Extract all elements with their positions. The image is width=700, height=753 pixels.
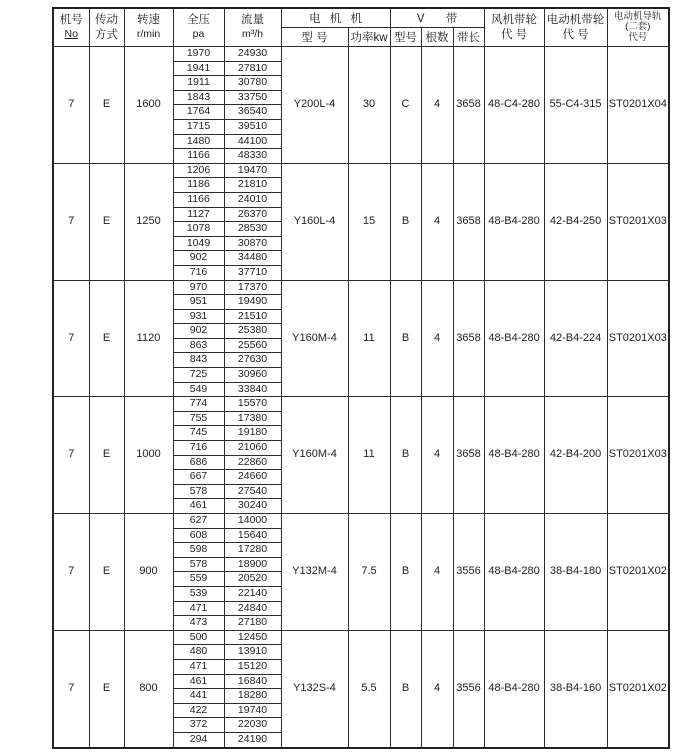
pressure-cell: 461 [173,674,224,689]
drive-cell: E [89,280,124,397]
col-header-vbelt-model: 型号 [390,28,421,47]
motor-pulley-cell: 38-B4-160 [544,630,607,747]
flow-cell: 16840 [224,674,281,689]
flow-cell: 14000 [224,514,281,529]
pressure-cell: 539 [173,586,224,601]
speed-cell: 900 [124,514,173,631]
flow-cell: 30240 [224,499,281,514]
belt-count-cell: 4 [421,163,453,280]
flow-cell: 27180 [224,616,281,631]
motor-rail-label-line2: (二套) [625,21,651,33]
col-group-motor: 电 机 机 [281,8,390,28]
flow-cell: 19490 [224,295,281,310]
machine-no-label-en: No [64,28,78,41]
pressure-cell: 843 [173,353,224,368]
flow-cell: 30960 [224,368,281,383]
belt-model-cell: C [390,47,421,164]
pressure-cell: 1127 [173,207,224,222]
flow-cell: 22030 [224,718,281,733]
pressure-cell: 1843 [173,90,224,105]
pressure-cell: 1166 [173,192,224,207]
fan-pulley-label-line1: 风机带轮 [491,13,538,26]
belt-model-cell: B [390,397,421,514]
motor-model-cell: Y132M-4 [281,514,348,631]
pressure-cell: 902 [173,251,224,266]
fan-pulley-label-line2: 代 号 [500,28,528,41]
flow-cell: 19740 [224,703,281,718]
belt-count-cell: 4 [421,514,453,631]
table-body [53,47,669,748]
belt-count-cell: 4 [421,397,453,514]
pressure-cell: 745 [173,426,224,441]
flow-cell: 24660 [224,470,281,485]
pressure-cell: 902 [173,324,224,339]
spec-row [53,280,669,295]
machine-no-cell: 7 [53,397,89,514]
flow-cell: 21510 [224,309,281,324]
pressure-cell: 951 [173,295,224,310]
flow-cell: 24930 [224,47,281,62]
pressure-cell: 1078 [173,222,224,237]
fan-pulley-cell: 48-B4-280 [484,280,544,397]
flow-unit: m³/h [242,28,263,41]
flow-cell: 20520 [224,572,281,587]
pressure-unit: pa [192,28,205,41]
pressure-cell: 1186 [173,178,224,193]
pressure-cell: 716 [173,441,224,456]
fan-pulley-cell: 48-B4-280 [484,397,544,514]
flow-cell: 24010 [224,192,281,207]
power-cell: 15 [348,163,390,280]
pressure-cell: 1941 [173,61,224,76]
drive-cell: E [89,47,124,164]
pressure-cell: 461 [173,499,224,514]
machine-no-cell: 7 [53,163,89,280]
col-header-pressure [173,8,224,47]
drive-cell: E [89,514,124,631]
col-header-flow [224,8,281,47]
speed-cell: 1120 [124,280,173,397]
col-header-motor-rail [607,8,669,47]
pressure-cell: 627 [173,514,224,529]
flow-cell: 15120 [224,659,281,674]
col-header-vbelt-count: 根数 [421,28,453,47]
flow-cell: 48330 [224,149,281,164]
flow-cell: 15640 [224,528,281,543]
flow-cell: 27630 [224,353,281,368]
motor-pulley-cell: 42-B4-224 [544,280,607,397]
drive-cell: E [89,630,124,747]
motor-pulley-cell: 38-B4-180 [544,514,607,631]
motor-model-cell: Y200L-4 [281,47,348,164]
flow-cell: 18900 [224,557,281,572]
drive-label-line2: 方式 [95,28,118,41]
speed-cell: 1600 [124,47,173,164]
flow-cell: 17370 [224,280,281,295]
flow-cell: 17280 [224,543,281,558]
rail-cell: ST0201X02 [607,630,669,747]
drive-cell: E [89,163,124,280]
pressure-cell: 1764 [173,105,224,120]
col-header-speed [124,8,173,47]
pressure-cell: 500 [173,630,224,645]
power-cell: 30 [348,47,390,164]
pressure-cell: 1911 [173,76,224,91]
belt-model-cell: B [390,514,421,631]
belt-length-cell: 3556 [453,630,484,747]
pressure-cell: 441 [173,689,224,704]
motor-model-cell: Y160L-4 [281,163,348,280]
pressure-cell: 716 [173,265,224,280]
flow-cell: 33750 [224,90,281,105]
flow-cell: 17380 [224,411,281,426]
machine-no-cell: 7 [53,514,89,631]
belt-model-cell: B [390,163,421,280]
col-header-machine-no [53,8,89,47]
table-header [53,8,669,47]
motor-model-cell: Y160M-4 [281,280,348,397]
motor-pulley-cell: 42-B4-200 [544,397,607,514]
belt-length-cell: 3556 [453,514,484,631]
col-header-fan-pulley [484,8,544,47]
col-group-vbelt: V 带 [390,8,484,28]
pressure-label-cn: 全压 [187,14,210,27]
pressure-cell: 1480 [173,134,224,149]
spec-row [53,514,669,529]
pressure-cell: 559 [173,572,224,587]
flow-cell: 30870 [224,236,281,251]
flow-cell: 27540 [224,484,281,499]
header-row-1 [53,8,669,28]
speed-cell: 1250 [124,163,173,280]
col-header-motor-power: 功率kw [348,28,390,47]
pressure-cell: 578 [173,484,224,499]
rail-cell: ST0201X03 [607,280,669,397]
pressure-cell: 473 [173,616,224,631]
belt-length-cell: 3658 [453,47,484,164]
drive-cell: E [89,397,124,514]
flow-cell: 19470 [224,163,281,178]
machine-no-cell: 7 [53,47,89,164]
flow-cell: 44100 [224,134,281,149]
machine-no-label-cn: 机号 [59,14,83,27]
flow-cell: 15570 [224,397,281,412]
belt-model-cell: B [390,280,421,397]
pressure-cell: 931 [173,309,224,324]
power-cell: 11 [348,280,390,397]
spec-row [53,397,669,412]
motor-rail-label-line3: 代号 [628,31,648,43]
fan-pulley-cell: 48-B4-280 [484,630,544,747]
flow-cell: 19180 [224,426,281,441]
flow-cell: 21810 [224,178,281,193]
rail-cell: ST0201X03 [607,163,669,280]
flow-cell: 25380 [224,324,281,339]
pressure-cell: 774 [173,397,224,412]
pressure-cell: 422 [173,703,224,718]
motor-pulley-cell: 42-B4-250 [544,163,607,280]
flow-cell: 22140 [224,586,281,601]
flow-cell: 30780 [224,76,281,91]
pressure-cell: 549 [173,382,224,397]
flow-cell: 24190 [224,732,281,747]
motor-pulley-cell: 55-C4-315 [544,47,607,164]
pressure-cell: 970 [173,280,224,295]
flow-cell: 37710 [224,265,281,280]
rail-cell: ST0201X03 [607,397,669,514]
belt-length-cell: 3658 [453,163,484,280]
spec-row [53,47,669,62]
belt-length-cell: 3658 [453,280,484,397]
motor-rail-label-line1: 电动机导轨 [614,11,662,23]
drive-label-line1: 传动 [95,13,118,26]
pressure-cell: 578 [173,557,224,572]
flow-cell: 22860 [224,455,281,470]
pressure-cell: 686 [173,455,224,470]
power-cell: 5.5 [348,630,390,747]
pressure-cell: 1715 [173,119,224,134]
flow-cell: 12450 [224,630,281,645]
pressure-cell: 608 [173,528,224,543]
col-header-motor-model: 型 号 [281,28,348,47]
belt-model-cell: B [390,630,421,747]
flow-cell: 39510 [224,119,281,134]
fan-pulley-cell: 48-C4-280 [484,47,544,164]
machine-no-cell: 7 [53,630,89,747]
flow-cell: 13910 [224,645,281,660]
flow-label-cn: 流量 [241,14,264,27]
flow-cell: 24840 [224,601,281,616]
belt-count-cell: 4 [421,47,453,164]
machine-no-cell: 7 [53,280,89,397]
pressure-cell: 471 [173,601,224,616]
pressure-cell: 1206 [173,163,224,178]
flow-cell: 34480 [224,251,281,266]
pressure-cell: 1049 [173,236,224,251]
flow-cell: 26370 [224,207,281,222]
pressure-cell: 667 [173,470,224,485]
pressure-cell: 480 [173,645,224,660]
fan-pulley-cell: 48-B4-280 [484,514,544,631]
motor-model-cell: Y160M-4 [281,397,348,514]
pressure-cell: 1166 [173,149,224,164]
pressure-cell: 372 [173,718,224,733]
power-cell: 7.5 [348,514,390,631]
belt-count-cell: 4 [421,280,453,397]
belt-count-cell: 4 [421,630,453,747]
flow-cell: 25560 [224,338,281,353]
spec-row [53,163,669,178]
flow-cell: 28530 [224,222,281,237]
motor-pulley-label-line2: 代 号 [562,28,589,41]
pressure-cell: 598 [173,543,224,558]
pressure-cell: 725 [173,368,224,383]
motor-model-cell: Y132S-4 [281,630,348,747]
speed-unit: r/min [136,28,161,41]
motor-pulley-label-line1: 电动机带轮 [546,13,605,26]
pressure-cell: 1970 [173,47,224,62]
speed-cell: 1000 [124,397,173,514]
belt-length-cell: 3658 [453,397,484,514]
fan-spec-table [52,7,670,749]
pressure-cell: 471 [173,659,224,674]
flow-cell: 27810 [224,61,281,76]
fan-pulley-cell: 48-B4-280 [484,163,544,280]
rail-cell: ST0201X02 [607,514,669,631]
flow-cell: 21060 [224,441,281,456]
speed-cell: 800 [124,630,173,747]
pressure-cell: 863 [173,338,224,353]
pressure-cell: 294 [173,732,224,747]
col-header-vbelt-length: 带长 [453,28,484,47]
spec-row [53,630,669,645]
col-header-motor-pulley [544,8,607,47]
pressure-cell: 755 [173,411,224,426]
rail-cell: ST0201X04 [607,47,669,164]
flow-cell: 36540 [224,105,281,120]
power-cell: 11 [348,397,390,514]
col-header-drive [89,8,124,47]
flow-cell: 18280 [224,689,281,704]
speed-label-cn: 转速 [137,14,160,27]
flow-cell: 33840 [224,382,281,397]
